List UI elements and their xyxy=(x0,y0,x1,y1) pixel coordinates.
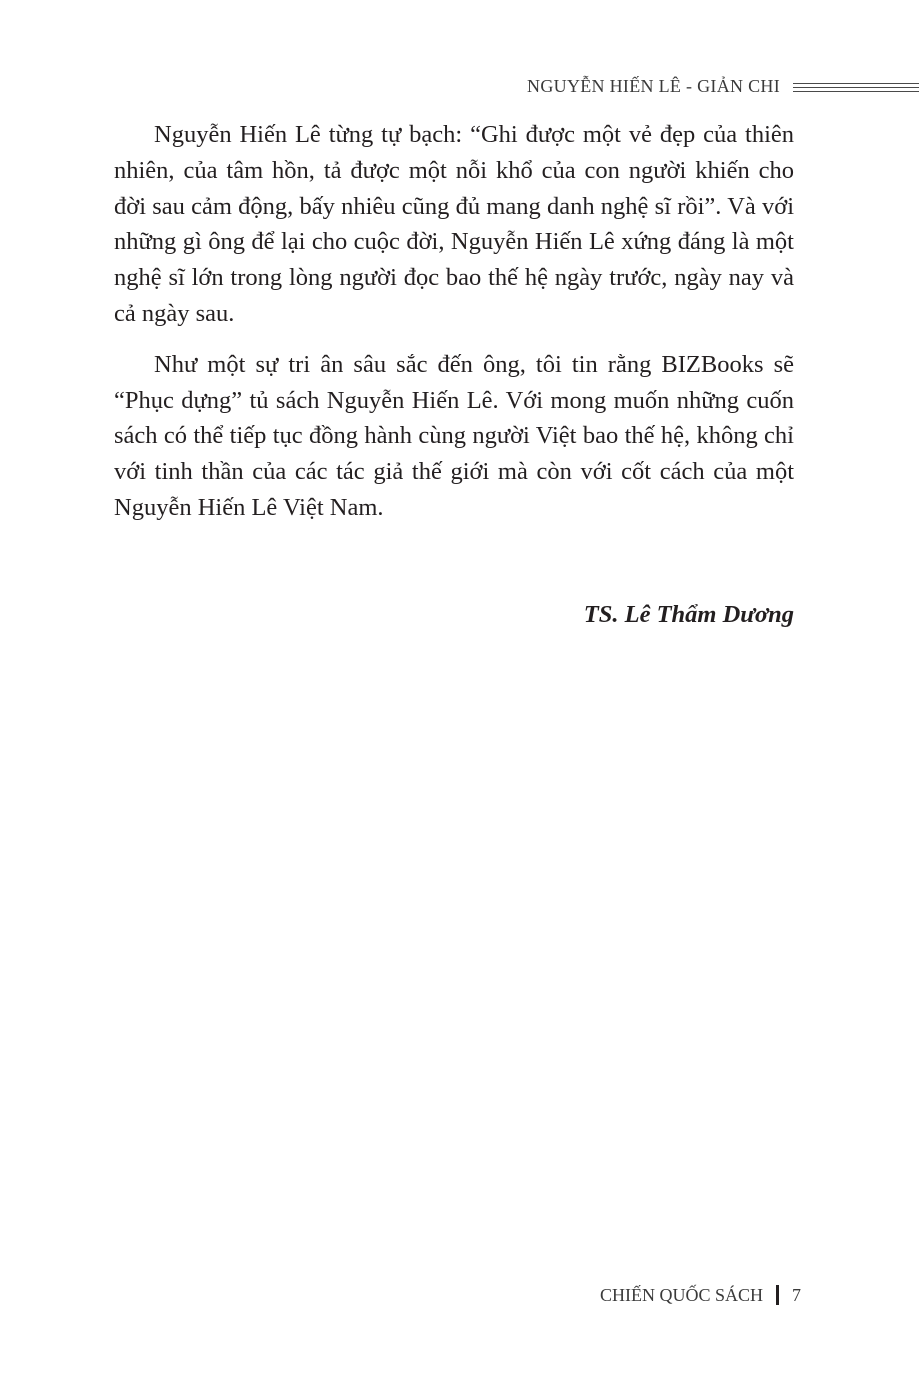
author-signature: TS. Lê Thẩm Dương xyxy=(583,601,794,628)
running-header-title: NGUYỄN HIẾN LÊ - GIẢN CHI xyxy=(527,76,780,96)
body-text xyxy=(114,117,794,541)
running-header xyxy=(0,76,919,100)
footer-divider xyxy=(776,1285,779,1305)
paragraph-2: Như một sự tri ân sâu sắc đến ông, tôi tin rằng BIZBooks sẽ “Phục dựng” tủ sách Nguyễn Hiến Lê. Với mong muốn những cuốn sách có thể tiếp tục đồng hành cùng người Việt bao thế hệ, không chỉ với tinh thần của các tác giả thế giới mà còn với cốt cách của một Nguyễn Hiến Lê Việt Nam. xyxy=(114,350,794,521)
footer-book-title: CHIẾN QUỐC SÁCH xyxy=(599,1284,763,1305)
running-footer xyxy=(600,1283,801,1307)
header-rule xyxy=(793,83,919,92)
paragraph-1: Nguyễn Hiến Lê từng tự bạch: “Ghi được một vẻ đẹp của thiên nhiên, của tâm hồn, tả được một nỗi khổ của con người khiến cho đời sau cảm động, bấy nhiêu cũng đủ mang danh nghệ sĩ rồi”. Và với những gì ông để lại cho cuộc đời, Nguyễn Hiến Lê xứng đáng là một nghệ sĩ lớn trong lòng người đọc bao thế hệ ngày trước, ngày nay và cả ngày sau. xyxy=(114,121,794,327)
page-number: 7 xyxy=(792,1284,801,1305)
